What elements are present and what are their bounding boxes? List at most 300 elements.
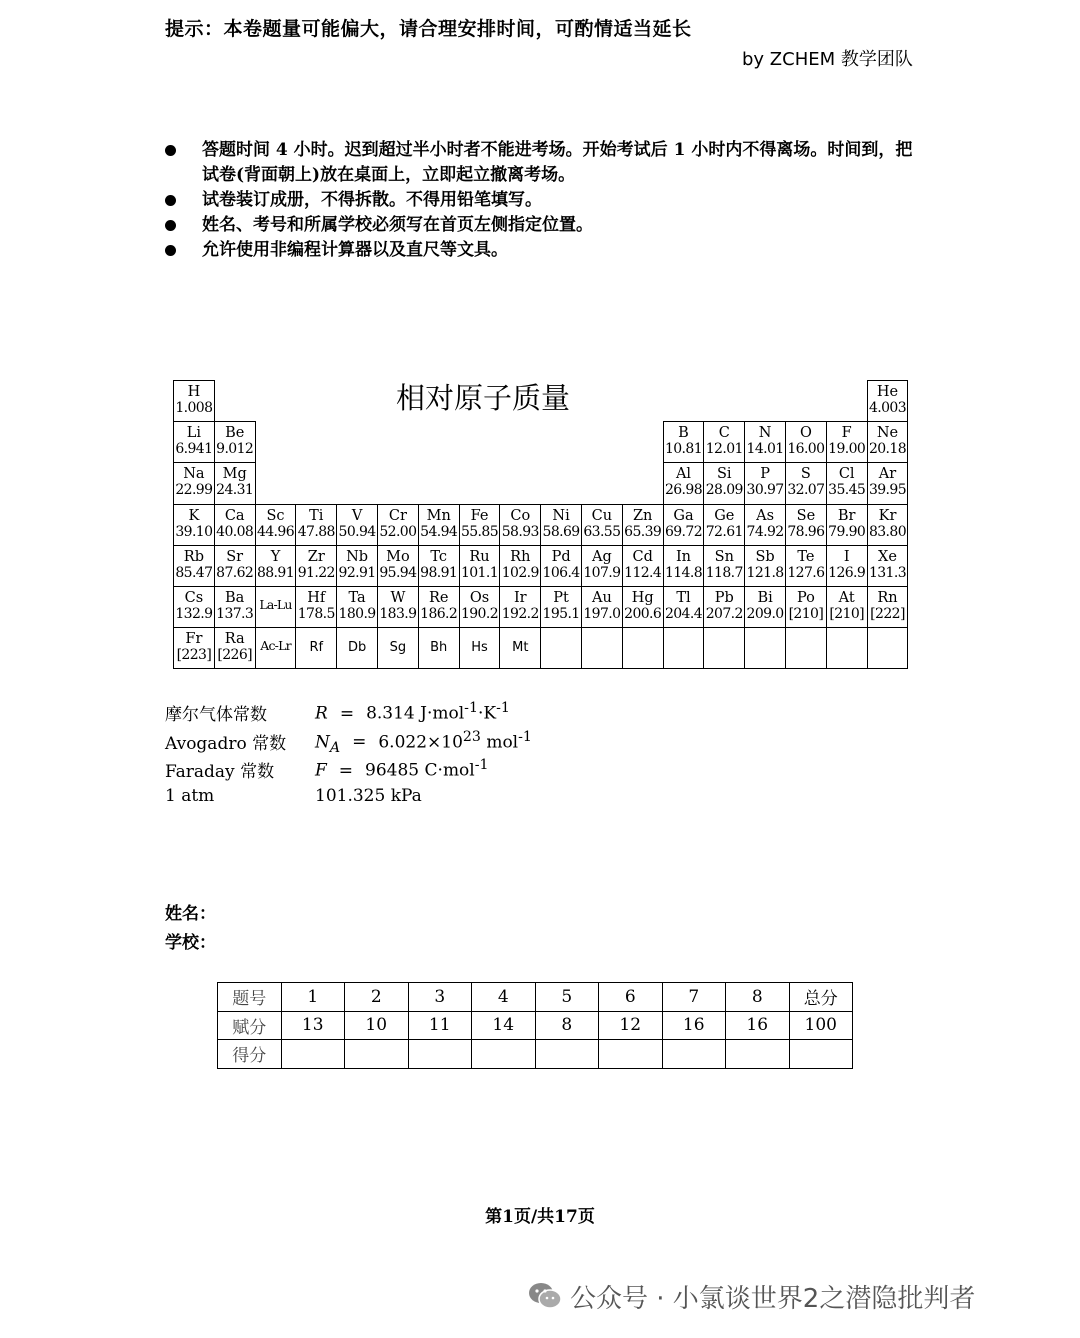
element-cell-c: [703, 421, 745, 463]
watermark-footer: [528, 1278, 975, 1317]
earned-score-cell: [789, 1040, 853, 1069]
element-cell-zn: [622, 504, 664, 546]
earned-score-cell: [408, 1040, 472, 1069]
earned-score-cell: [472, 1040, 536, 1069]
score-cell: 16: [662, 1011, 726, 1040]
element-symbol: Fe: [470, 507, 489, 524]
element-cell-te: [785, 545, 827, 587]
element-symbol: Al: [675, 466, 692, 483]
element-cell-fe: [459, 504, 501, 546]
score-row-header: [218, 983, 853, 1012]
element-symbol: Fr: [185, 631, 203, 648]
element-cell-br: [826, 504, 868, 546]
element-mass: 9.012: [216, 441, 254, 458]
element-cell-nb: [336, 545, 378, 587]
element-symbol: Ru: [469, 548, 490, 565]
element-mass: 20.18: [868, 441, 907, 458]
element-cell-kr: [867, 504, 909, 546]
element-cell-h: [173, 380, 215, 422]
element-cell-tl: [663, 586, 705, 628]
element-mass: 192.2: [501, 606, 539, 622]
element-cell-he: [867, 380, 909, 422]
element-symbol: He: [876, 384, 899, 400]
element-symbol: Bh: [430, 640, 448, 656]
element-symbol: Rb: [183, 548, 204, 565]
element-symbol: Sb: [755, 548, 775, 565]
element-mass: 39.10: [175, 523, 213, 540]
element-symbol: Cu: [591, 507, 613, 524]
element-mass: 58.69: [542, 523, 580, 540]
element-symbol: Hf: [307, 590, 326, 606]
element-cell-bh: [418, 627, 460, 669]
element-symbol: Sn: [714, 548, 734, 565]
element-cell-se: [785, 504, 827, 546]
name-field-label: 姓名：: [165, 904, 216, 924]
element-cell-sc: [255, 504, 297, 546]
element-mass: 79.90: [828, 523, 866, 540]
element-cell-na: [173, 462, 215, 504]
element-mass: 24.31: [216, 482, 254, 499]
score-row-label: 题号: [218, 983, 282, 1012]
element-mass: 28.09: [705, 482, 743, 499]
exam-hint: 提示：本卷题量可能偏大，请合理安排时间，可酌情适当延长: [165, 18, 692, 40]
element-cell-cu: [581, 504, 623, 546]
element-mass: 35.45: [828, 482, 866, 499]
bullet-icon: [165, 220, 176, 231]
element-mass: 39.95: [868, 482, 907, 499]
element-cell-w: [377, 586, 419, 628]
element-mass: 200.6: [624, 606, 662, 622]
element-mass: 72.61: [705, 523, 743, 540]
score-cell: 3: [408, 983, 472, 1012]
element-mass: 83.80: [868, 523, 907, 540]
element-cell-ti: [295, 504, 337, 546]
element-cell-mo: [377, 545, 419, 587]
element-mass: 180.9: [338, 606, 376, 622]
periodic-table-title: 相对原子质量: [396, 381, 571, 415]
element-mass: 69.72: [664, 523, 703, 540]
element-mass: 207.2: [705, 606, 743, 622]
element-cell-cs: [173, 586, 215, 628]
constant-label: Faraday 常数: [165, 762, 275, 782]
element-symbol: Zr: [307, 548, 325, 565]
element-cell-ga: [663, 504, 705, 546]
element-symbol: P: [760, 466, 770, 483]
element-cell-s: [785, 462, 827, 504]
watermark-text: 公众号 · 小氯谈世界2之潜隐批判者: [570, 1284, 976, 1314]
element-symbol: H: [187, 384, 201, 400]
element-symbol: Mg: [222, 466, 247, 483]
element-symbol: [541, 628, 581, 631]
element-cell-pd: [540, 545, 582, 587]
element-cell-po: [785, 586, 827, 628]
constant-value: 96485 C·mol: [365, 760, 475, 781]
element-symbol: Xe: [878, 548, 897, 565]
element-symbol: Os: [469, 590, 490, 606]
element-mass: 44.96: [256, 523, 295, 540]
element-cell-cr: [377, 504, 419, 546]
element-mass: [223]: [176, 647, 212, 664]
element-symbol: Db: [347, 640, 367, 656]
score-cell: 8: [726, 983, 790, 1012]
element-mass: 14.01: [746, 441, 784, 458]
score-row-earned: [218, 1040, 853, 1069]
element-symbol: Li: [186, 425, 202, 442]
element-mass: 63.55: [583, 523, 621, 540]
element-cell-ca: [214, 504, 256, 546]
score-cell: 12: [599, 1011, 663, 1040]
element-cell-empty: [703, 627, 745, 669]
element-mass: 78.96: [787, 523, 825, 540]
element-cell-n: [744, 421, 786, 463]
element-cell-pt: [540, 586, 582, 628]
score-cell: 8: [535, 1011, 599, 1040]
element-mass: 190.2: [460, 606, 499, 622]
element-symbol: Ge: [714, 507, 735, 524]
element-symbol: Se: [796, 507, 816, 524]
element-mass: 19.00: [828, 441, 866, 458]
bullet-icon: [165, 195, 176, 206]
element-mass: 50.94: [338, 523, 376, 540]
element-symbol: Mo: [386, 548, 410, 565]
earned-score-cell: [281, 1040, 345, 1069]
element-mass: [210]: [788, 606, 824, 622]
element-symbol: Na: [183, 466, 205, 483]
earned-score-cell: [599, 1040, 663, 1069]
bullet-icon: [165, 145, 176, 156]
element-symbol: Ba: [225, 590, 245, 606]
score-cell: 7: [662, 983, 726, 1012]
element-cell-empty: [622, 627, 664, 669]
element-mass: 209.0: [746, 606, 784, 622]
element-symbol: La-Lu: [259, 597, 292, 612]
element-symbol: B: [678, 425, 689, 442]
constant-label: 1 atm: [165, 785, 215, 806]
element-mass: 114.8: [664, 564, 703, 581]
element-mass: 40.08: [216, 523, 254, 540]
element-mass: 1.008: [175, 400, 213, 416]
element-symbol: Te: [797, 548, 815, 565]
element-symbol: Sg: [389, 640, 407, 656]
earned-score-cell: [662, 1040, 726, 1069]
element-mass: 87.62: [216, 564, 254, 581]
rule-item: 试卷装订成册，不得拆散。不得用铅笔填写。: [165, 188, 925, 213]
element-mass: 102.9: [501, 564, 539, 581]
score-cell: 5: [535, 983, 599, 1012]
element-cell-rn: [867, 586, 909, 628]
element-cell-ru: [459, 545, 501, 587]
element-symbol: N: [758, 425, 772, 442]
element-symbol: Hg: [631, 590, 654, 606]
element-symbol: [786, 628, 826, 631]
element-symbol: Bi: [757, 590, 773, 606]
element-cell-re: [418, 586, 460, 628]
element-cell-au: [581, 586, 623, 628]
element-symbol: Ar: [878, 466, 897, 483]
element-cell-ra: [214, 627, 256, 669]
element-mass: 101.1: [460, 564, 499, 581]
element-mass: 55.85: [460, 523, 499, 540]
element-cell-ar: [867, 462, 909, 504]
element-cell-ir: [499, 586, 541, 628]
element-mass: 98.91: [420, 564, 458, 581]
element-cell-k: [173, 504, 215, 546]
element-mass: 47.88: [297, 523, 335, 540]
element-symbol: Cr: [388, 507, 407, 524]
element-cell-li: [173, 421, 215, 463]
element-cell-co: [499, 504, 541, 546]
score-cell: 14: [472, 1011, 536, 1040]
element-symbol: Ni: [552, 507, 570, 524]
element-symbol: Mt: [512, 640, 529, 656]
wechat-icon: [528, 1282, 562, 1317]
element-cell-as: [744, 504, 786, 546]
element-symbol: Be: [225, 425, 245, 442]
element-symbol: Cs: [184, 590, 204, 606]
score-cell: 10: [345, 1011, 409, 1040]
element-mass: 118.7: [705, 564, 743, 581]
element-symbol: Rh: [510, 548, 531, 565]
element-symbol: As: [756, 507, 775, 524]
element-mass: 88.91: [256, 564, 295, 581]
element-cell-empty: [867, 627, 909, 669]
element-mass: [210]: [829, 606, 865, 622]
element-mass: 178.5: [297, 606, 335, 622]
element-cell-in: [663, 545, 705, 587]
element-symbol: F: [841, 425, 852, 442]
element-symbol: [827, 628, 867, 631]
element-cell-v: [336, 504, 378, 546]
element-symbol: V: [351, 507, 363, 524]
element-cell-xe: [867, 545, 909, 587]
score-table: [217, 982, 853, 1069]
element-symbol: Ta: [348, 590, 366, 606]
element-symbol: Nb: [346, 548, 369, 565]
constant-label: Avogadro 常数: [165, 733, 287, 754]
element-symbol: Pb: [714, 590, 734, 606]
element-cell-pb: [703, 586, 745, 628]
element-cell-empty: [540, 627, 582, 669]
element-mass: 183.9: [379, 606, 417, 622]
element-symbol: [582, 628, 622, 631]
constant-value: 101.325 kPa: [315, 785, 422, 806]
element-symbol: Hs: [471, 640, 488, 656]
page-number: 第1页/共17页: [485, 1207, 595, 1227]
element-symbol: Ra: [224, 631, 245, 648]
score-cell: 16: [726, 1011, 790, 1040]
score-row-label: 赋分: [218, 1011, 282, 1040]
element-symbol: S: [800, 466, 811, 483]
element-cell-hs: [459, 627, 501, 669]
element-symbol: Zn: [632, 507, 653, 524]
element-cell-o: [785, 421, 827, 463]
element-cell-la-lu: [255, 586, 297, 628]
constant-label: 摩尔气体常数: [165, 705, 267, 725]
element-cell-be: [214, 421, 256, 463]
element-symbol: Pt: [553, 590, 569, 606]
element-cell-ac-lr: [255, 627, 297, 669]
element-cell-al: [663, 462, 705, 504]
element-cell-cl: [826, 462, 868, 504]
element-mass: 52.00: [379, 523, 417, 540]
element-symbol: Re: [428, 590, 449, 606]
element-symbol: Tc: [430, 548, 448, 565]
element-cell-ag: [581, 545, 623, 587]
element-cell-at: [826, 586, 868, 628]
element-symbol: Ga: [673, 507, 694, 524]
earned-score-cell: [535, 1040, 599, 1069]
element-cell-f: [826, 421, 868, 463]
element-mass: 127.6: [787, 564, 825, 581]
element-symbol: Ac-Lr: [260, 638, 291, 654]
score-cell: 100: [789, 1011, 853, 1040]
element-mass: 58.93: [501, 523, 539, 540]
element-cell-cd: [622, 545, 664, 587]
element-mass: 197.0: [583, 606, 621, 622]
element-mass: 26.98: [664, 482, 703, 499]
rule-item: 允许使用非编程计算器以及直尺等文具。: [165, 238, 925, 263]
element-mass: 92.91: [338, 564, 376, 581]
element-cell-os: [459, 586, 501, 628]
element-cell-empty: [581, 627, 623, 669]
element-mass: 30.97: [746, 482, 784, 499]
element-symbol: Cl: [838, 466, 855, 483]
element-cell-sb: [744, 545, 786, 587]
element-mass: 106.4: [542, 564, 580, 581]
element-mass: 204.4: [664, 606, 703, 622]
element-symbol: C: [718, 425, 730, 442]
element-mass: 112.4: [624, 564, 662, 581]
element-cell-empty: [785, 627, 827, 669]
element-symbol: I: [843, 548, 850, 565]
element-mass: [226]: [217, 647, 253, 664]
element-symbol: Tl: [676, 590, 691, 606]
element-symbol: K: [188, 507, 200, 524]
element-cell-ta: [336, 586, 378, 628]
element-mass: 6.941: [175, 441, 213, 458]
element-cell-sn: [703, 545, 745, 587]
element-symbol: Sr: [226, 548, 244, 565]
element-mass: 16.00: [787, 441, 825, 458]
element-cell-mn: [418, 504, 460, 546]
rule-item: 答题时间 4 小时。迟到超过半小时者不能进考场。开始考试后 1 小时内不得离场。时间到，把试卷(背面朝上)放在桌面上，立即起立撤离考场。: [165, 138, 925, 188]
score-cell: 11: [408, 1011, 472, 1040]
element-symbol: Cd: [632, 548, 653, 565]
element-cell-ge: [703, 504, 745, 546]
element-cell-hg: [622, 586, 664, 628]
element-symbol: W: [390, 590, 406, 606]
exam-rules-list: [165, 138, 925, 263]
earned-score-cell: [345, 1040, 409, 1069]
element-mass: 126.9: [828, 564, 866, 581]
element-cell-empty: [663, 627, 705, 669]
score-cell: 2: [345, 983, 409, 1012]
element-symbol: [868, 628, 908, 631]
element-cell-ba: [214, 586, 256, 628]
score-cell: 4: [472, 983, 536, 1012]
element-mass: 131.3: [868, 564, 907, 581]
constant-value: 8.314 J·mol: [366, 703, 465, 724]
element-symbol: Ne: [876, 425, 899, 442]
element-symbol: Kr: [878, 507, 897, 524]
element-mass: 74.92: [746, 523, 784, 540]
element-symbol: Br: [837, 507, 856, 524]
element-mass: 22.99: [175, 482, 213, 499]
element-cell-b: [663, 421, 705, 463]
element-mass: 91.22: [297, 564, 335, 581]
element-mass: 107.9: [583, 564, 621, 581]
element-cell-hf: [295, 586, 337, 628]
element-cell-empty: [826, 627, 868, 669]
element-cell-i: [826, 545, 868, 587]
element-symbol: [664, 628, 704, 631]
constant-symbol: F: [315, 760, 327, 781]
element-cell-mg: [214, 462, 256, 504]
element-mass: 85.47: [175, 564, 213, 581]
element-symbol: Pd: [551, 548, 571, 565]
element-symbol: Ca: [224, 507, 245, 524]
element-symbol: Po: [796, 590, 815, 606]
element-symbol: Co: [510, 507, 531, 524]
element-cell-sr: [214, 545, 256, 587]
element-cell-zr: [295, 545, 337, 587]
score-cell: 1: [281, 983, 345, 1012]
score-cell: 总分: [789, 983, 853, 1012]
constant-symbol: N: [315, 732, 330, 753]
element-mass: 195.1: [542, 606, 580, 622]
element-symbol: Y: [270, 548, 281, 565]
element-symbol: In: [675, 548, 692, 565]
author-byline: by ZCHEM 教学团队: [742, 49, 913, 70]
school-field-label: 学校：: [165, 933, 216, 953]
element-symbol: Sc: [266, 507, 285, 524]
periodic-table: [173, 380, 907, 666]
element-mass: 95.94: [379, 564, 417, 581]
element-cell-bi: [744, 586, 786, 628]
element-symbol: Ag: [592, 548, 612, 565]
element-mass: 32.07: [787, 482, 825, 499]
score-row-points: [218, 1011, 853, 1040]
constant-symbol: R: [315, 703, 328, 724]
score-row-label: 得分: [218, 1040, 282, 1069]
element-mass: [222]: [870, 606, 905, 622]
score-cell: 13: [281, 1011, 345, 1040]
element-mass: 132.9: [175, 606, 213, 622]
element-cell-mt: [499, 627, 541, 669]
element-symbol: Mn: [426, 507, 451, 524]
element-cell-rb: [173, 545, 215, 587]
rule-item: 姓名、考号和所属学校必须写在首页左侧指定位置。: [165, 213, 925, 238]
element-mass: 65.39: [624, 523, 662, 540]
element-symbol: [704, 628, 744, 631]
element-symbol: Rn: [877, 590, 898, 606]
element-symbol: At: [838, 590, 855, 606]
element-cell-tc: [418, 545, 460, 587]
element-symbol: Ti: [309, 507, 324, 524]
element-symbol: Si: [717, 466, 732, 483]
element-cell-ne: [867, 421, 909, 463]
element-symbol: Rf: [309, 640, 324, 656]
element-mass: 4.003: [868, 400, 907, 416]
element-cell-fr: [173, 627, 215, 669]
element-cell-p: [744, 462, 786, 504]
element-mass: 54.94: [420, 523, 458, 540]
element-mass: 137.3: [216, 606, 254, 622]
element-cell-empty: [744, 627, 786, 669]
element-symbol: Au: [591, 590, 612, 606]
element-mass: 10.81: [664, 441, 703, 458]
element-cell-rh: [499, 545, 541, 587]
